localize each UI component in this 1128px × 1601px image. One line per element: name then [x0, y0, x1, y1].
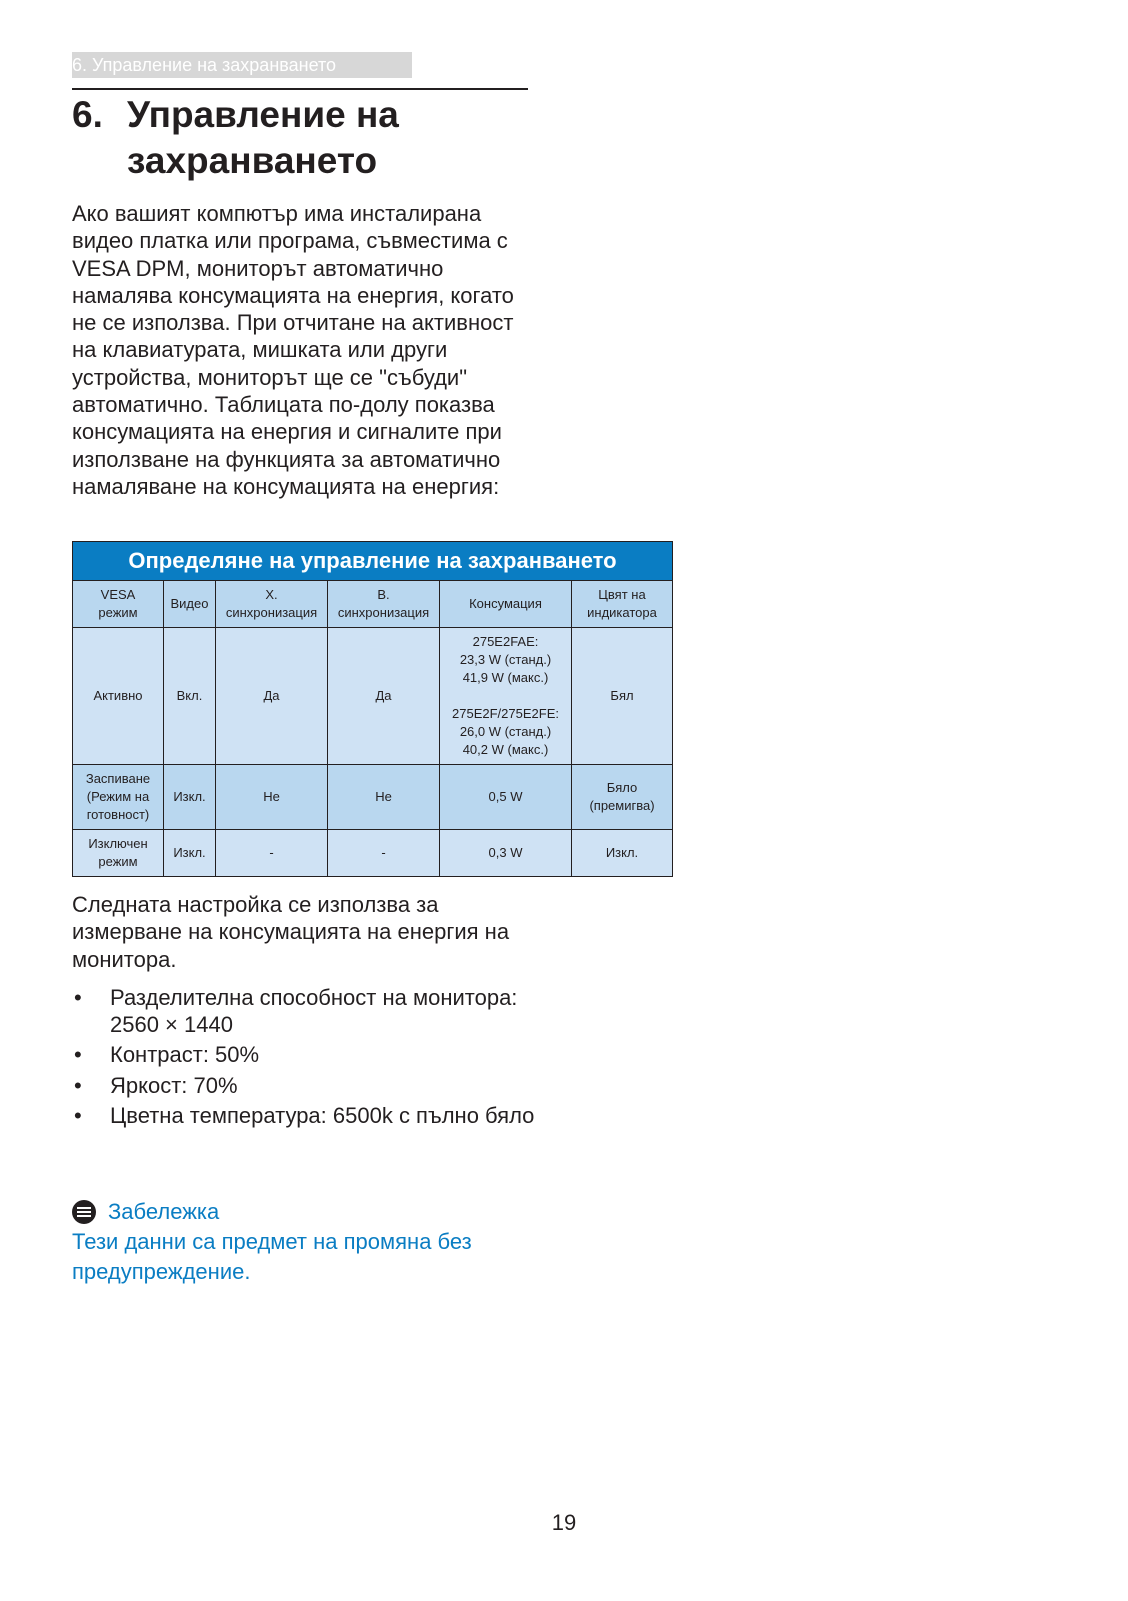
list-item: • Разделителна способност на монитора: 2560 × 1440 — [74, 985, 518, 1037]
setup-list — [72, 985, 552, 1134]
bullet-marker: • — [74, 1072, 82, 1098]
cell-mode: Заспиване (Режим на готовност) — [73, 765, 164, 830]
note-box — [72, 1197, 552, 1287]
column-header-led-color: Цвят на индикатора — [572, 581, 673, 628]
cell-video: Изкл. — [164, 830, 216, 877]
column-header-hsync: Х. синхронизация — [216, 581, 328, 628]
list-item: • Контраст: 50% — [74, 1042, 260, 1067]
cell-power: 0,3 W — [440, 830, 572, 877]
cell-vsync: Не — [328, 765, 440, 830]
intro-paragraph: Ако вашият компютър има инсталирана видео платка или програма, съвместима с VESA DPM, мониторът автоматично намалява консумацията на енергия, когато не се използва. При отчитане на активност на клавиатурата, мишката или други устройства, мониторът ще се "събуди" автоматично. Таблицата по-долу показва консумацията на енергия и сигналите при използване на функцията за автоматично намаляване на консумацията на енергия: — [72, 201, 514, 499]
power-management-table — [72, 541, 672, 877]
cell-led: Бяло (премигва) — [572, 765, 673, 830]
cell-video: Вкл. — [164, 628, 216, 765]
chapter-number: 6. — [72, 94, 103, 135]
cell-led: Бял — [572, 628, 673, 765]
running-header: 6. Управление на захранването — [72, 52, 412, 78]
column-header-video: Видео — [164, 581, 216, 628]
table-row-off — [73, 830, 673, 877]
table-row-active — [73, 628, 673, 765]
cell-vsync: Да — [328, 628, 440, 765]
note-heading: Забележка — [108, 1199, 220, 1224]
list-item: • Цветна температура: 6500k с пълно бяло — [74, 1103, 535, 1128]
note-icon — [72, 1200, 96, 1224]
cell-hsync: - — [216, 830, 328, 877]
table-caption: Определяне на управление на захранването — [73, 542, 673, 581]
title-line-1: Управление на — [127, 94, 399, 135]
cell-mode: Активно — [73, 628, 164, 765]
bullet-marker: • — [74, 985, 82, 1010]
bullet-marker: • — [74, 1042, 82, 1067]
header-divider — [72, 88, 528, 90]
setup-paragraph: Следната настройка се използва за измерване на консумацията на енергия на монитора. — [72, 892, 510, 972]
title-line-2: захранването — [127, 140, 378, 181]
cell-led: Изкл. — [572, 830, 673, 877]
column-header-vsync: В. синхронизация — [328, 581, 440, 628]
cell-mode: Изключен режим — [73, 830, 164, 877]
table-header-row — [73, 581, 673, 628]
note-text: Тези данни са предмет на промяна без предупреждение. — [72, 1229, 472, 1284]
cell-hsync: Да — [216, 628, 328, 765]
cell-power: 0,5 W — [440, 765, 572, 830]
cell-vsync: - — [328, 830, 440, 877]
page-number: 19 — [551, 1510, 577, 1535]
table-row-sleep — [73, 765, 673, 830]
cell-video: Изкл. — [164, 765, 216, 830]
column-header-power: Консумация — [440, 581, 572, 628]
cell-hsync: Не — [216, 765, 328, 830]
bullet-marker: • — [74, 1103, 82, 1128]
cell-power: 275E2FAE: 23,3 W (станд.) 41,9 W (макс.) 275E2F/275E2FE: 26,0 W (станд.) 40,2 W (макс.) — [440, 628, 572, 765]
column-header-vesa-mode: VESA режим — [73, 581, 164, 628]
list-item: • Яркост: 70% — [74, 1072, 238, 1098]
